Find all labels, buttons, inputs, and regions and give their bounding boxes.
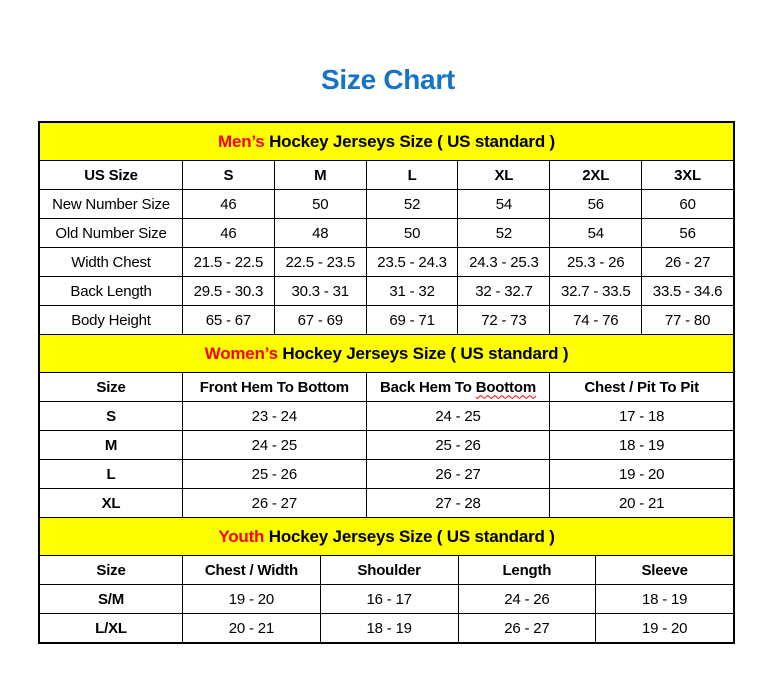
row-label: New Number Size <box>40 190 183 219</box>
table-row <box>40 306 734 335</box>
column-header: Shoulder <box>320 556 458 585</box>
size-value-cell: 25 - 26 <box>183 460 367 489</box>
column-header: M <box>274 161 366 190</box>
size-value-cell: 26 - 27 <box>642 248 734 277</box>
size-value-cell: 25 - 26 <box>366 431 550 460</box>
row-label: Back Length <box>40 277 183 306</box>
table-row <box>40 402 734 431</box>
column-header: 3XL <box>642 161 734 190</box>
size-value-cell: 77 - 80 <box>642 306 734 335</box>
column-header: S <box>183 161 275 190</box>
row-label: S/M <box>40 585 183 614</box>
page-title: Size Chart <box>321 64 455 95</box>
size-value-cell: 19 - 20 <box>550 460 734 489</box>
size-value-cell: 32 - 32.7 <box>458 277 550 306</box>
youth-caption-row <box>40 518 734 556</box>
size-value-cell: 18 - 19 <box>320 614 458 643</box>
column-header: Chest / Pit To Pit <box>550 373 734 402</box>
youth-caption: Youth Hockey Jerseys Size ( US standard ) <box>40 518 734 556</box>
table-row <box>40 219 734 248</box>
misspelled-word: Boottom <box>475 378 536 396</box>
size-value-cell: 18 - 19 <box>596 585 734 614</box>
table-row <box>40 431 734 460</box>
table-row <box>40 248 734 277</box>
row-label: L <box>40 460 183 489</box>
womens-header-row <box>40 373 734 402</box>
row-label: Body Height <box>40 306 183 335</box>
youth-header-row <box>40 556 734 585</box>
row-label: XL <box>40 489 183 518</box>
size-value-cell: 26 - 27 <box>183 489 367 518</box>
size-value-cell: 18 - 19 <box>550 431 734 460</box>
womens-caption-highlight: Women’s <box>204 343 278 363</box>
size-value-cell: 25.3 - 26 <box>550 248 642 277</box>
size-value-cell: 24 - 26 <box>458 585 596 614</box>
table-row <box>40 614 734 643</box>
womens-caption-row <box>40 335 734 373</box>
size-value-cell: 16 - 17 <box>320 585 458 614</box>
size-value-cell: 56 <box>642 219 734 248</box>
womens-size-table <box>39 334 734 518</box>
size-value-cell: 23 - 24 <box>183 402 367 431</box>
size-value-cell: 46 <box>183 219 275 248</box>
row-label: Width Chest <box>40 248 183 277</box>
mens-size-table <box>39 122 734 335</box>
mens-caption-highlight: Men’s <box>218 131 265 151</box>
column-header: Size <box>40 556 183 585</box>
size-value-cell: 22.5 - 23.5 <box>274 248 366 277</box>
column-header: Front Hem To Bottom <box>183 373 367 402</box>
size-value-cell: 17 - 18 <box>550 402 734 431</box>
size-value-cell: 50 <box>366 219 458 248</box>
column-header: Size <box>40 373 183 402</box>
size-value-cell: 19 - 20 <box>596 614 734 643</box>
table-row <box>40 460 734 489</box>
size-value-cell: 24.3 - 25.3 <box>458 248 550 277</box>
size-value-cell: 67 - 69 <box>274 306 366 335</box>
size-value-cell: 50 <box>274 190 366 219</box>
row-label: L/XL <box>40 614 183 643</box>
table-row <box>40 190 734 219</box>
mens-caption: Men’s Hockey Jerseys Size ( US standard ) <box>40 123 734 161</box>
size-value-cell: 52 <box>458 219 550 248</box>
mens-caption-row <box>40 123 734 161</box>
size-value-cell: 54 <box>458 190 550 219</box>
womens-caption: Women’s Hockey Jerseys Size ( US standard ) <box>40 335 734 373</box>
size-value-cell: 31 - 32 <box>366 277 458 306</box>
size-value-cell: 72 - 73 <box>458 306 550 335</box>
size-value-cell: 46 <box>183 190 275 219</box>
size-value-cell: 26 - 27 <box>458 614 596 643</box>
size-value-cell: 19 - 20 <box>183 585 321 614</box>
size-value-cell: 54 <box>550 219 642 248</box>
size-value-cell: 60 <box>642 190 734 219</box>
size-value-cell: 65 - 67 <box>183 306 275 335</box>
size-value-cell: 52 <box>366 190 458 219</box>
column-header: Sleeve <box>596 556 734 585</box>
column-header: Chest / Width <box>183 556 321 585</box>
youth-caption-highlight: Youth <box>218 526 265 546</box>
column-header: L <box>366 161 458 190</box>
size-value-cell: 24 - 25 <box>366 402 550 431</box>
size-tables-container <box>38 121 735 644</box>
size-value-cell: 56 <box>550 190 642 219</box>
column-header: 2XL <box>550 161 642 190</box>
column-header: US Size <box>40 161 183 190</box>
size-value-cell: 27 - 28 <box>366 489 550 518</box>
table-row <box>40 585 734 614</box>
size-value-cell: 24 - 25 <box>183 431 367 460</box>
size-value-cell: 69 - 71 <box>366 306 458 335</box>
row-label: Old Number Size <box>40 219 183 248</box>
size-value-cell: 32.7 - 33.5 <box>550 277 642 306</box>
table-row <box>40 489 734 518</box>
size-value-cell: 21.5 - 22.5 <box>183 248 275 277</box>
table-row <box>40 277 734 306</box>
row-label: S <box>40 402 183 431</box>
youth-size-table <box>39 517 734 643</box>
size-value-cell: 29.5 - 30.3 <box>183 277 275 306</box>
size-value-cell: 23.5 - 24.3 <box>366 248 458 277</box>
size-value-cell: 74 - 76 <box>550 306 642 335</box>
size-value-cell: 30.3 - 31 <box>274 277 366 306</box>
size-value-cell: 20 - 21 <box>183 614 321 643</box>
row-label: M <box>40 431 183 460</box>
size-value-cell: 20 - 21 <box>550 489 734 518</box>
column-header: XL <box>458 161 550 190</box>
column-header: Back Hem To Boottom <box>366 373 550 402</box>
size-value-cell: 33.5 - 34.6 <box>642 277 734 306</box>
size-value-cell: 48 <box>274 219 366 248</box>
size-value-cell: 26 - 27 <box>366 460 550 489</box>
column-header: Length <box>458 556 596 585</box>
mens-header-row <box>40 161 734 190</box>
